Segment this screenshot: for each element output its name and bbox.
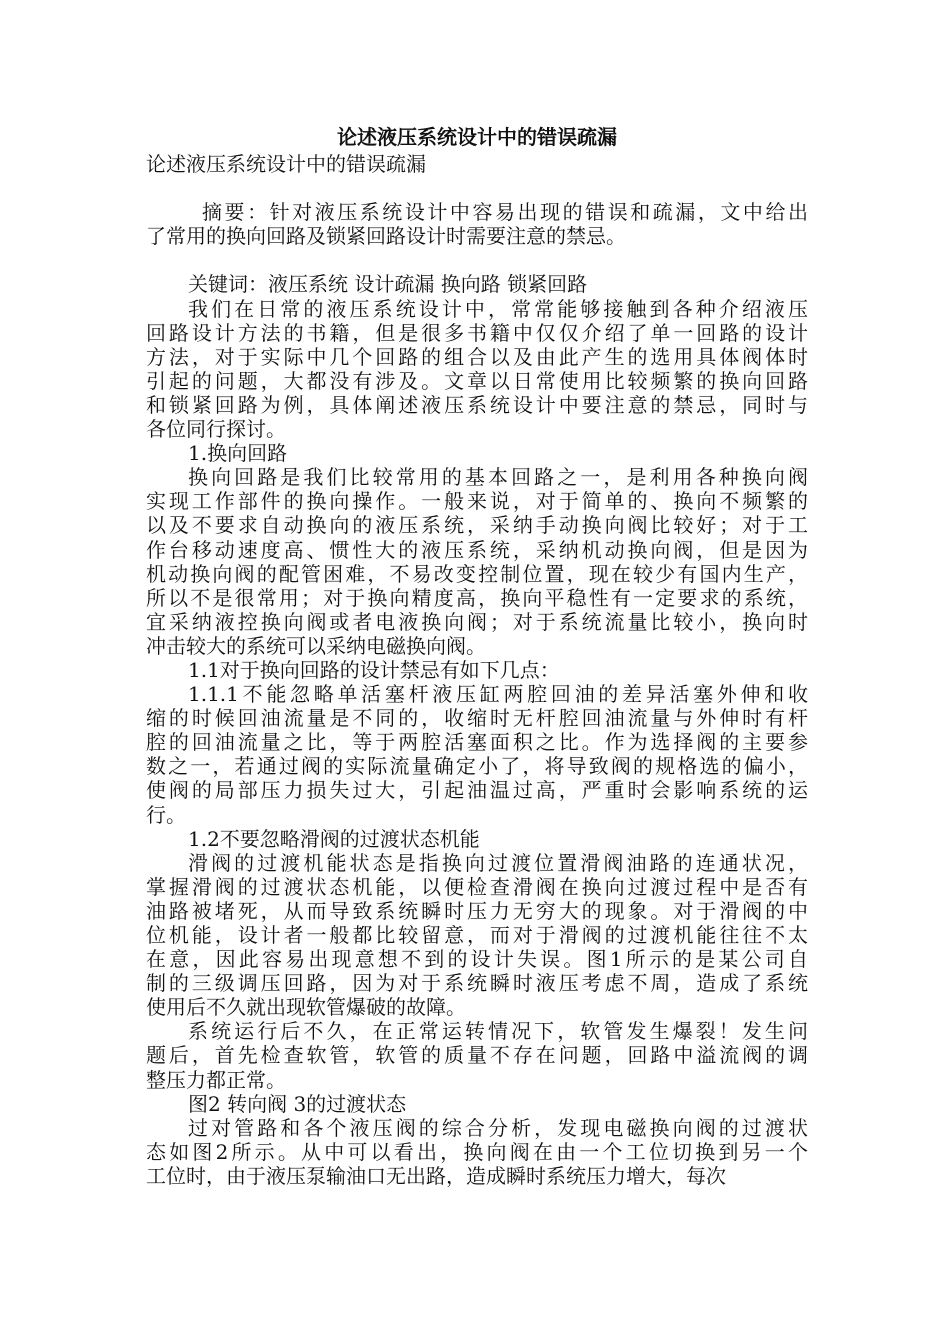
- paragraph-line: 制的三级调压回路，因为对于系统瞬时液压考虑不周，造成了系统: [146, 971, 808, 996]
- paragraph: [146, 682, 808, 827]
- paragraph-line: 作台移动速度高、惯性大的液压系统，采纳机动换向阀，但是因为: [146, 537, 808, 562]
- paragraph-line: 滑阀的过渡机能状态是指换向过渡位置滑阀油路的连通状况，: [188, 850, 808, 875]
- paragraph: [146, 465, 808, 658]
- paragraph-line: 过对管路和各个液压阀的综合分析，发现电磁换向阀的过渡状: [188, 1115, 808, 1140]
- paragraph-line: 使阀的局部压力损失过大，引起油温过高，严重时会影响系统的运: [146, 778, 808, 803]
- paragraph-line: 在意，因此容易出现意想不到的设计失误。图1所示的是某公司自: [146, 947, 808, 972]
- section-heading: 1.换向回路: [188, 441, 288, 466]
- section-heading: 1.2不要忽略滑阀的过渡状态机能: [188, 826, 480, 851]
- document-body: [146, 297, 808, 1188]
- paragraph-line: 所以不是很常用；对于换向精度高，换向平稳性有一定要求的系统，: [146, 585, 808, 610]
- paragraph-line: 以及不要求自动换向的液压系统，采纳手动换向阀比较好；对于工: [146, 513, 808, 538]
- paragraph-line: 实现工作部件的换向操作。一般来说，对于简单的、换向不频繁的: [146, 489, 808, 514]
- paragraph-line: 宜采纳液控换向阀或者电液换向阀；对于系统流量比较小，换向时: [146, 609, 808, 634]
- document-subtitle: 论述液压系统设计中的错误疏漏: [146, 152, 426, 176]
- paragraph-line: 行。: [146, 802, 186, 827]
- paragraph-line: 数之一，若通过阀的实际流量确定小了，将导致阀的规格选的偏小，: [146, 754, 808, 779]
- paragraph-line: 机动换向阀的配管困难，不易改变控制位置，现在较少有国内生产，: [146, 561, 808, 586]
- paragraph-line: 各位同行探讨。: [146, 417, 286, 442]
- paragraph-line: 缩的时候回油流量是不同的，收缩时无杆腔回油流量与外伸时有杆: [146, 706, 808, 731]
- paragraph-line: 和锁紧回路为例，具体阐述液压系统设计中要注意的禁忌，同时与: [146, 392, 808, 417]
- paragraph-line: 腔的回油流量之比，等于两腔活塞面积之比。作为选择阀的主要参: [146, 730, 808, 755]
- paragraph-line: 1.1.1不能忽略单活塞杆液压缸两腔回油的差异活塞外伸和收: [188, 682, 808, 707]
- document-title: 论述液压系统设计中的错误疏漏: [337, 125, 617, 149]
- paragraph-line: 整压力都正常。: [146, 1067, 286, 1092]
- abstract-line: 了常用的换向回路及锁紧回路设计时需要注意的禁忌。: [146, 224, 626, 249]
- paragraph-line: 方法，对于实际中几个回路的组合以及由此产生的选用具体阀体时: [146, 344, 808, 369]
- section-heading: 1.1对于换向回路的设计禁忌有如下几点：: [188, 657, 560, 682]
- blank-line: [146, 176, 808, 200]
- paragraph-line: 使用后不久就出现软管爆破的故障。: [146, 995, 466, 1020]
- document-page: [146, 122, 808, 1188]
- section-heading: 图2 转向阀 3的过渡状态: [188, 1091, 407, 1116]
- paragraph-line: 题后，首先检查软管，软管的质量不存在问题，回路中溢流阀的调: [146, 1043, 808, 1068]
- paragraph-line: 我们在日常的液压系统设计中，常常能够接触到各种介绍液压: [188, 296, 808, 321]
- paragraph-line: 引起的问题，大都没有涉及。文章以日常使用比较频繁的换向回路: [146, 368, 808, 393]
- paragraph-line: 回路设计方法的书籍，但是很多书籍中仅仅介绍了单一回路的设计: [146, 320, 808, 345]
- paragraph-line: 换向回路是我们比较常用的基本回路之一，是利用各种换向阀: [188, 465, 808, 490]
- paragraph-line: 工位时，由于液压泵输油口无出路，造成瞬时系统压力增大，每次: [146, 1163, 726, 1188]
- paragraph: [146, 1019, 808, 1091]
- paragraph: [146, 1116, 808, 1188]
- abstract: [146, 200, 808, 248]
- paragraph-line: 系统运行后不久，在正常运转情况下，软管发生爆裂！发生问: [188, 1019, 808, 1044]
- paragraph: [146, 297, 808, 442]
- paragraph-line: 掌握滑阀的过渡状态机能，以便检查滑阀在换向过渡过程中是否有: [146, 874, 808, 899]
- paragraph-line: 油路被堵死，从而导致系统瞬时压力无穷大的现象。对于滑阀的中: [146, 898, 808, 923]
- abstract-line: 摘要：针对液压系统设计中容易出现的错误和疏漏，文中给出: [202, 200, 808, 225]
- paragraph-line: 位机能，设计者一般都比较留意，而对于滑阀的过渡机能往往不太: [146, 923, 808, 947]
- keywords: 关键词：液压系统 设计疏漏 换向路 锁紧回路: [188, 272, 588, 297]
- paragraph: [146, 851, 808, 1020]
- blank-line: [146, 248, 808, 272]
- paragraph-line: 冲击较大的系统可以采纳电磁换向阀。: [146, 633, 486, 658]
- paragraph-line: 态如图2所示。从中可以看出，换向阀在由一个工位切换到另一个: [146, 1139, 808, 1164]
